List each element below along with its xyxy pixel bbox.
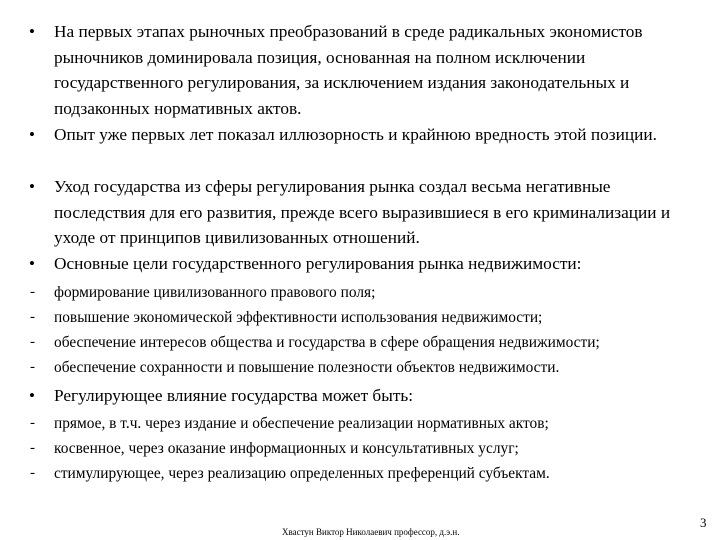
bullet-text-4: Основные цели государственного регулирования рынка недвижимости:: [54, 254, 582, 273]
dash-text-7: стимулирующее, через реализацию определенных преференций субъектам.: [54, 465, 550, 482]
bullet-marker: •: [29, 177, 35, 196]
dash-marker: -: [30, 359, 35, 375]
dash-marker: -: [30, 284, 35, 300]
bullet-text-2: Опыт уже первых лет показал иллюзорность и крайнюю вредность этой позиции.: [54, 125, 657, 144]
bullet-marker: •: [29, 386, 35, 405]
page-number: 3: [700, 515, 707, 530]
dash-text-1: формирование цивилизованного правового поля;: [54, 284, 376, 301]
bullet-marker: •: [29, 22, 35, 41]
dash-marker: -: [30, 309, 35, 325]
dash-text-3: обеспечение интересов общества и государства в сфере обращения недвижимости;: [54, 334, 600, 351]
dash-text-2: повышение экономической эффективности использования недвижимости;: [54, 309, 543, 326]
dash-text-5: прямое, в т.ч. через издание и обеспечение реализации нормативных актов;: [54, 415, 549, 432]
bullet-text-1: На первых этапах рыночных преобразований в среде радикальных экономистов рыночников доминировала позиция, основанная на полном исключении государственного регулирования, за исключением издания законодательных и подзаконных нормативных актов.: [54, 22, 643, 118]
footer-author: Хвастун Виктор Николаевич профессор, д.э.н.: [282, 527, 460, 537]
dash-marker: -: [30, 440, 35, 456]
dash-marker: -: [30, 465, 35, 481]
bullet-marker: •: [29, 125, 35, 144]
dash-marker: -: [30, 415, 35, 431]
dash-text-6: косвенное, через оказание информационных и консультативных услуг;: [54, 440, 519, 457]
bullet-text-5: Регулирующее влияние государства может быть:: [54, 386, 414, 405]
dash-marker: -: [30, 334, 35, 350]
dash-text-4: обеспечение сохранности и повышение полезности объектов недвижимости.: [54, 359, 560, 376]
bullet-text-3: Уход государства из сферы регулирования рынка создал весьма негативные последствия для его развития, прежде всего выразившиеся в его криминализации и уходе от принципов цивилизованных отношений.: [54, 177, 671, 248]
bullet-marker: •: [29, 254, 35, 273]
